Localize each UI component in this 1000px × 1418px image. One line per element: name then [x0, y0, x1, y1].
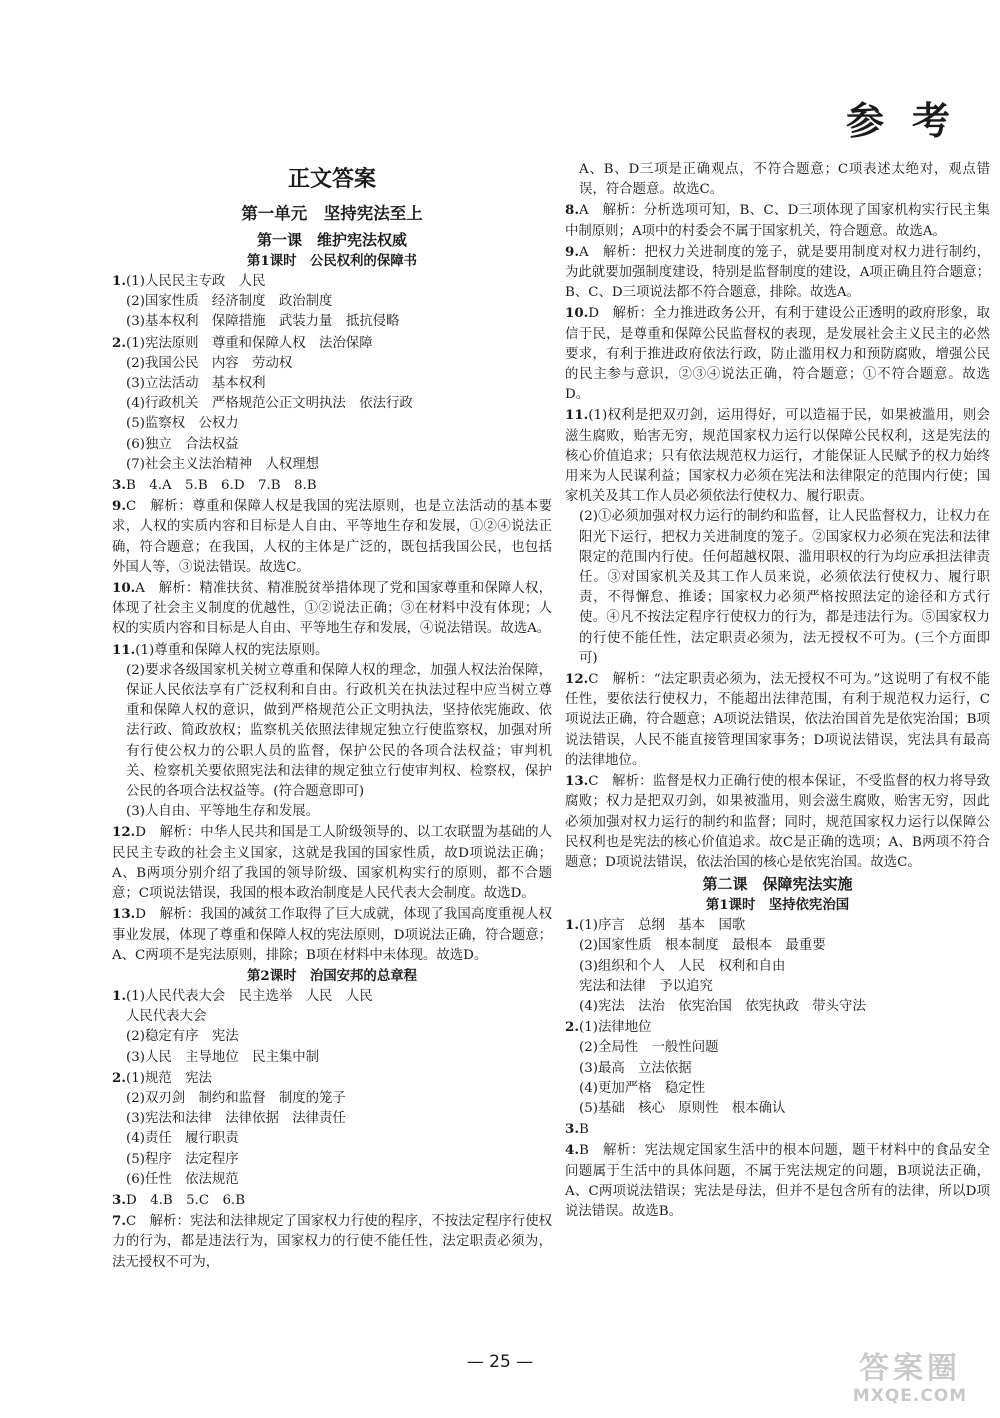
answer-text: D 解析：中华人民共和国是工人阶级领导的、以工农联盟为基础的人民民主专政的社会主义国家，这就是我国的国家性质，故D项说法正确；A、B两项分别介绍了我国的领导阶级、国家机构实行的原则，都不合题意；C项说法错误，我国的根本政治制度是人民代表大会制度。故选D。: [112, 825, 552, 902]
answer-subitem: (5)监察权 公权力: [126, 416, 239, 432]
answer-text: (1)权利是把双刃剑，运用得好，可以造福于民，如果被滥用，则会滋生腐败，贻害无穷，规范国家权力运行以保障公民权利，这是宪法的核心价值追求；只有依法规范权力运行，才能保证人民赋予的权力始终用来为人民谋利益；国家权力必须在宪法和法律限定的范围内行使；国家机关及其工作人员必须依法行使权力、履行职责。: [565, 408, 990, 505]
answer-number: 3.: [112, 477, 126, 494]
answer-subitem: (3)人自由、平等地生存和发展。: [126, 804, 320, 820]
watermark-logo: [840, 1352, 980, 1412]
answer-item: [565, 242, 990, 304]
answer-number: 1.: [112, 273, 126, 289]
answer-subitem: (3)立法活动 基本权利: [126, 376, 266, 392]
answer-subitem: (2)我国公民 内容 劳动权: [126, 355, 293, 371]
answer-subitem: (2)国家性质 根本制度 最根本 最重要: [579, 938, 826, 954]
answer-subitem: (3)基本权利 保障措施 武装力量 抵抗侵略: [126, 314, 400, 330]
answer-text: (1)尊重和保障人权的宪法原则。: [135, 642, 329, 658]
answer-item: [565, 1119, 990, 1140]
answer-item: [112, 986, 552, 1007]
answer-number: 9.: [112, 498, 126, 515]
answer-item: [112, 904, 552, 966]
answer-text: (1)序言 总纲 基本 国歌: [578, 918, 746, 934]
answer-subitem: (3)宪法和法律 法律依据 法律责任: [126, 1111, 346, 1127]
answer-number: 13.: [565, 773, 589, 790]
answer-item: [112, 822, 552, 904]
answer-text: B 4.A 5.B 6.D 7.B 8.B: [125, 478, 317, 494]
header-word: 参考: [845, 98, 978, 143]
answer-item: [565, 200, 990, 241]
answer-text: D 4.B 5.C 6.B: [125, 1192, 246, 1208]
left-column: [112, 160, 552, 1273]
answer-number: 10.: [565, 305, 589, 322]
answer-subitem: (4)责任 履行职责: [126, 1131, 239, 1147]
answer-subitem: (4)更加严格 稳定性: [579, 1080, 706, 1096]
answer-text: (1)法律地位: [578, 1020, 652, 1036]
watermark-site: MXQE.COM: [852, 1386, 968, 1406]
answer-subitem: (4)宪法 法治 依宪治国 依宪执政 带头守法: [579, 998, 866, 1014]
answer-number: 3.: [112, 1191, 126, 1208]
answer-subitem: (5)基础 核心 原则性 根本确认: [579, 1100, 786, 1116]
answer-number: 11.: [565, 407, 589, 424]
answer-item: [565, 669, 990, 771]
answer-subitem: (3)最高 立法依据: [579, 1060, 692, 1076]
answer-number: 1.: [112, 987, 126, 1004]
answer-subitem: 人民代表大会: [126, 1009, 207, 1025]
answer-text: C 解析：“法定职责必须为，法无授权不可为。”这说明了有权不能任性，要依法行使权力，不能超出法律范围，有利于规范权力运行，C项说法正确，符合题意；A项说法错误，依法治国首先是依宪治国；B项说法错误，人民不能直接管理国家事务；D项说法错误，宪法具有最高的法律地位。: [565, 672, 990, 768]
lesson-heading: 第一课 维护宪法权威: [256, 231, 407, 249]
answer-subitem: (2)①必须加强对权力运行的制约和监督，让人民监督权力，让权力在阳光下运行，把权力关进制度的笼子。②国家权力必须在宪法和法律限定的范围内行使。任何超越权限、滥用职权的行为均应承担法律责任。③对国家机关及其工作人员来说，必须依法行使权力、履行职责，不得懈怠、推诿；国家权力必须严格按照法定的途径和方式行使。④凡不按法定程序行使权力的行为，都是违法行为。⑤国家权力的行使不能任性，法定职责必须为，法无授权不可为。(三个方面即可): [579, 509, 990, 666]
answer-number: 2.: [112, 334, 126, 351]
answer-text: C 解析：监督是权力正确行使的根本保证，不受监督的权力将导致腐败；权力是把双刃剑，如果被滥用，则会滋生腐败，贻害无穷，因此必须加强对权力运行的制约和监督；同时，规范国家权力运行以保障公民权利也是宪法的核心价值追求。故C是正确的选项；A、B两项不符合题意；D项说法错误，依法治国的核心是依宪治国。故选C。: [565, 774, 990, 870]
answer-subitem: (7)社会主义法治精神 人权理想: [126, 456, 320, 472]
answer-subitem: (3)人民 主导地位 民主集中制: [126, 1049, 320, 1065]
answer-number: 12.: [112, 824, 136, 841]
answer-number: 10.: [112, 580, 136, 597]
answer-text: C 解析：宪法和法律规定了国家权力行使的程序，不按法定程序行使权力的行为，都是违法行为，国家权力的行使不能任性，法定职责必须为，法无授权不可为，: [112, 1214, 552, 1270]
answer-number: 2.: [112, 1069, 126, 1086]
page-number: — 25 —: [466, 1352, 534, 1372]
answer-item: [112, 1211, 552, 1273]
answer-subitem: (6)独立 合法权益: [126, 436, 239, 452]
answer-item: [565, 915, 990, 936]
answer-number: 4.: [565, 1142, 579, 1159]
answer-number: 9.: [565, 243, 579, 260]
answer-subitem: (2)国家性质 经济制度 政治制度: [126, 294, 333, 310]
answer-subitem: (2)全局性 一般性问题: [579, 1040, 719, 1056]
answer-subitem: (2)双刃剑 制约和监督 制度的笼子: [126, 1090, 346, 1106]
answer-text: A 解析：分析选项可知，B、C、D三项体现了国家机构实行民主集中制原则；A项中的村委会不属于国家机关，符合题意。故选A。: [565, 203, 990, 239]
answer-item: [112, 271, 552, 292]
answer-item: [565, 303, 990, 405]
answer-number: 8.: [565, 202, 579, 219]
unit-heading: 第一单元 坚持宪法至上: [241, 204, 423, 223]
answer-item: [112, 1068, 552, 1089]
answer-number: 11.: [112, 641, 136, 658]
answer-number: 7.: [112, 1213, 126, 1230]
answer-item: [112, 333, 552, 354]
answer-text: A 解析：精准扶贫、精准脱贫举措体现了党和国家尊重和保障人权，体现了社会主义制度的优越性，①②说法正确；③在材料中没有体现；人权的实质内容和目标是人自由、平等地生存和发展，④说法错误。故选A。: [112, 581, 552, 637]
answer-number: 2.: [565, 1019, 579, 1036]
answer-subitem: A、B、D三项是正确观点，不符合题意；C项表述太绝对，观点错误，符合题意。故选C。: [579, 162, 990, 198]
section-title: 正文答案: [287, 166, 376, 192]
answer-item: [565, 1017, 990, 1038]
answer-item: [112, 640, 552, 661]
answer-subitem: 宪法和法律 予以追究: [579, 978, 713, 994]
answer-subitem: (3)组织和个人 人民 权利和自由: [579, 958, 786, 974]
answer-item: [112, 578, 552, 640]
answer-number: 1.: [565, 917, 579, 934]
answer-subitem: (5)程序 法定程序: [126, 1151, 239, 1167]
right-column: [565, 160, 990, 1222]
answer-subitem: (6)任性 依法规范: [126, 1171, 239, 1187]
answer-text: (1)人民代表大会 民主选举 人民 人民: [125, 988, 373, 1004]
answer-number: 12.: [565, 671, 589, 688]
watermark-text: 答案圈: [859, 1351, 961, 1386]
answer-text: (1)宪法原则 尊重和保障人权 法治保障: [125, 335, 373, 351]
period-heading: 第2课时 治国安邦的总章程: [246, 967, 417, 984]
answer-subitem: (2)要求各级国家机关树立尊重和保障人权的理念，加强人权法治保障，保证人民依法享有广泛权利和自由。行政机关在执法过程中应当树立尊重和保障人权的意识，做到严格规范公正文明执法，坚持依宪施政、依法行政、简政放权；监察机关依照法律规定独立行使监察权，加强对所有行使公权力的公职人员的监督，保护公民的各项合法权益；审判机关、检察机关要依照宪法和法律的规定独立行使审判权、检察权，保护公民的各项合法权益等。(符合题意即可): [126, 662, 552, 800]
answer-text: B: [578, 1122, 589, 1138]
answer-text: B 解析：宪法规定国家生活中的根本问题，题干材料中的食品安全问题属于生活中的具体问题，不属于宪法规定的问题，B项说法正确，A、C两项说法错误；宪法是母法，但并不是包含所有的法律，所以D项说法错误。故选B。: [565, 1143, 990, 1219]
answer-item: [565, 405, 990, 507]
answer-item: [565, 771, 990, 873]
lesson-heading: 第二课 保障宪法实施: [702, 875, 853, 894]
answer-text: C 解析：尊重和保障人权是我国的宪法原则，也是立法活动的基本要求，人权的实质内容和目标是人自由、平等地生存和发展，①②④说法正确，符合题意；在我国，人权的主体是广泛的，既包括我国公民，也包括外国人等，③说法错误。故选C。: [112, 499, 552, 575]
answer-text: (1)人民民主专政 人民: [125, 274, 266, 289]
answer-number: 3.: [565, 1121, 579, 1138]
period-heading: 第1课时 坚持依宪治国: [705, 897, 850, 914]
answer-item: [112, 1190, 552, 1211]
answer-item: [112, 496, 552, 578]
answer-item: [112, 475, 552, 496]
answer-item: [565, 1140, 990, 1222]
answer-subitem: (4)行政机关 严格规范公正文明执法 依法行政: [126, 396, 413, 412]
answer-text: D 解析：全力推进政务公开，有利于建设公正透明的政府形象，取信于民，是尊重和保障公民监督权的表现，是发展社会主义民主的必然要求，有利于推进政府依法行政，防止滥用权力和预防腐败，增强公民的民主参与意识，②③④说法正确，符合题意；①不符合题意。故选D。: [565, 306, 990, 403]
period-heading: 第1课时 公民权利的保障书: [246, 253, 417, 269]
answer-text: A 解析：把权力关进制度的笼子，就是要用制度对权力进行制约，为此就要加强制度建设，特别是监督制度的建设，A项正确且符合题意；B、C、D三项说法都不符合题意，排除。故选A。: [565, 244, 990, 301]
answer-subitem: (2)稳定有序 宪法: [126, 1029, 239, 1045]
answer-text: D 解析：我国的减贫工作取得了巨大成就，体现了我国高度重视人权事业发展，体现了尊重和保障人权的宪法原则，D项说法正确，符合题意；A、C两项不是宪法原则，排除；B项在材料中未体现。故选D。: [112, 907, 552, 963]
answer-number: 13.: [112, 906, 136, 923]
answer-text: (1)规范 宪法: [125, 1070, 212, 1086]
